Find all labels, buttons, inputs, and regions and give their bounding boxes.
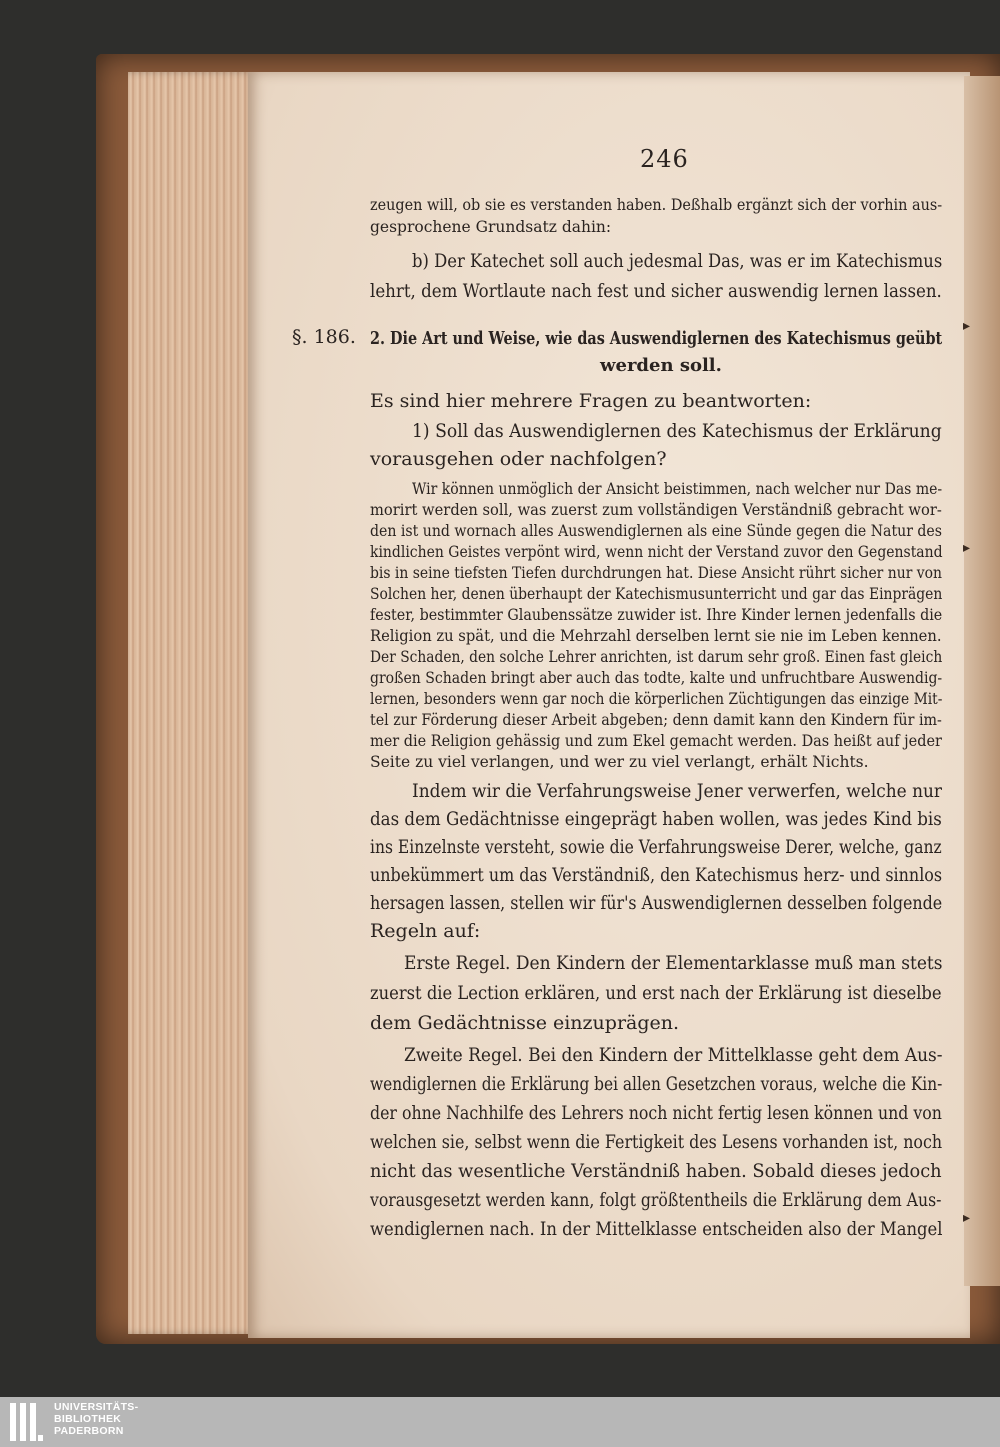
text-line: gesprochene Grundsatz dahin: [370,218,612,236]
text-line: Wir können unmöglich der Ansicht beistimmen, nach welcher nur Das me- [412,480,943,498]
text-line: Religion zu spät, und die Mehrzahl derselben lernt sie nie im Leben kennen. [370,627,942,645]
margin-mark: ▸ [963,540,971,556]
text-line: zeugen will, ob sie es verstanden haben. Deßhalb ergänzt sich der vorhin aus- [370,196,943,214]
text-line: ins Einzelnste versteht, sowie die Verfahrungsweise Derer, welche, ganz [370,836,942,858]
text-line: lehrt, dem Wortlaute nach fest und sicher auswendig lernen lassen. [370,280,942,302]
margin-mark: ▸ [963,1210,971,1226]
university-library-logo-text [54,1401,138,1437]
text-line: 1) Soll das Auswendiglernen des Katechismus der Erklärung [412,420,942,442]
text-line: vorausgesetzt werden kann, folgt größtentheils die Erklärung dem Aus- [370,1189,942,1211]
margin-mark: ▸ [963,318,971,334]
text-line: der ohne Nachhilfe des Lehrers noch nicht fertig lesen können und von [370,1102,942,1124]
text-line: morirt werden soll, was zuerst zum vollständigen Verständniß gebracht wor- [370,501,942,519]
text-line: Solchen her, denen überhaupt der Katechismusunterricht und gar das Einprägen [370,585,943,603]
text-line: großen Schaden bringt aber auch das todte, kalte und unfruchtbare Auswendig- [370,669,943,687]
university-library-logo-icon [8,1401,44,1443]
text-line: nicht das wesentliche Verständniß haben. Sobald dieses jedoch [370,1160,942,1182]
text-line: Der Schaden, den solche Lehrer anrichten, ist darum sehr groß. Einen fast gleich [370,648,943,666]
text-line: mer die Religion gehässig und zum Ekel gemacht werden. Das heißt auf jeder [370,732,942,750]
page-number: 246 [640,145,689,173]
text-line: Es sind hier mehrere Fragen zu beantworten: [370,390,812,412]
section-marker: §. 186. [292,326,356,348]
footer-bar [0,1397,1000,1447]
text-line: vorausgehen oder nachfolgen? [370,448,667,470]
text-line: wendiglernen die Erklärung bei allen Gesetzchen voraus, welche die Kin- [370,1073,943,1095]
logo-line: PADERBORN [54,1425,124,1437]
text-line: das dem Gedächtnisse eingeprägt haben wollen, was jedes Kind bis [370,808,942,830]
text-line: dem Gedächtnisse einzuprägen. [370,1012,680,1034]
text-line: b) Der Katechet soll auch jedesmal Das, was er im Katechismus [412,250,943,272]
text-line: kindlichen Geistes verpönt wird, wenn nicht der Verstand zuvor den Gegenstand [370,543,943,561]
text-line: Erste Regel. Den Kindern der Elementarklasse muß man stets [404,952,943,974]
text-line: unbekümmert um das Verständniß, den Katechismus herz- und sinnlos [370,864,943,886]
page-edges [128,72,256,1334]
text-line: lernen, besonders wenn gar noch die körperlichen Züchtigungen das einzige Mit- [370,690,943,708]
section-heading: werden soll. [600,355,722,376]
text-line: Indem wir die Verfahrungsweise Jener verwerfen, welche nur [412,780,943,802]
text-line: hersagen lassen, stellen wir für's Auswendiglernen desselben folgende [370,892,943,914]
logo-line: UNIVERSITÄTS- [54,1401,139,1413]
text-line: den ist und wornach alles Auswendiglernen als eine Sünde gegen die Natur des [370,522,943,540]
text-line: bis in seine tiefsten Tiefen durchdrungen hat. Diese Ansicht rührt sicher nur von [370,564,942,582]
text-line: tel zur Förderung dieser Arbeit abgeben; denn damit kann den Kindern für im- [370,711,942,729]
next-page-edge [964,76,1000,1286]
text-line: Seite zu viel verlangen, und wer zu viel verlangt, erhält Nichts. [370,753,869,771]
text-line: zuerst die Lection erklären, und erst nach der Erklärung ist dieselbe [370,982,942,1004]
text-line: Regeln auf: [370,920,481,942]
logo-line: BIBLIOTHEK [54,1413,122,1425]
text-line: welchen sie, selbst wenn die Fertigkeit des Lesens vorhanden ist, noch [370,1131,943,1153]
text-line: wendiglernen nach. In der Mittelklasse entscheiden also der Mangel [370,1218,943,1240]
section-heading: 2. Die Art und Weise, wie das Auswendiglernen des Katechismus geübt [370,328,943,349]
text-line: fester, bestimmter Glaubenssätze zuwider ist. Ihre Kinder lernen jedenfalls die [370,606,943,624]
text-line: Zweite Regel. Bei den Kindern der Mittelklasse geht dem Aus- [404,1044,943,1066]
